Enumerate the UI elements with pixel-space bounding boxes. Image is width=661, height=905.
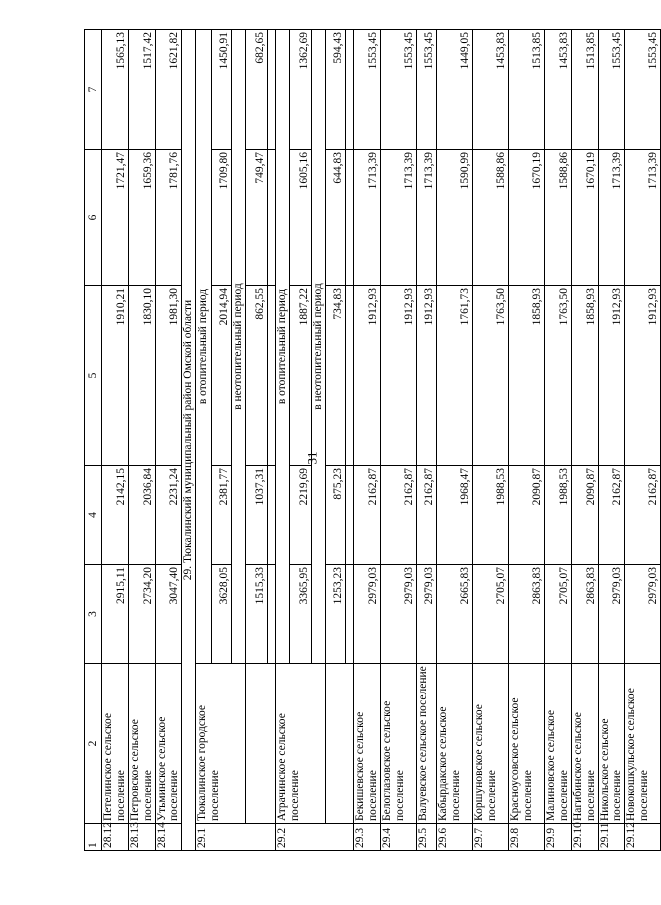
row-id: 28.12 (102, 824, 129, 851)
cell-value: 2162,87 (354, 466, 381, 565)
row-name: Кабырдакское сельское поселение (437, 664, 473, 824)
cell-value: 862,55 (246, 286, 268, 466)
cell-value: 1968,47 (437, 466, 473, 565)
table-row (102, 30, 129, 851)
cell-value: 2162,87 (598, 466, 625, 565)
col-header-4: 4 (85, 466, 102, 565)
row-id: 29.9 (545, 824, 572, 851)
row-id: 29.4 (381, 824, 417, 851)
cell-value: 2665,83 (437, 565, 473, 664)
row-id: 28.14 (155, 824, 182, 851)
row-id: 29.11 (598, 824, 625, 851)
period-label-heating: в отопительный период (276, 30, 290, 664)
cell-value: 1912,93 (381, 286, 417, 466)
cell-value: 1858,93 (571, 286, 598, 466)
table-row (598, 30, 625, 851)
cell-value: 1588,86 (545, 150, 572, 286)
row-id: 29.3 (354, 824, 381, 851)
cell-value: 1721,47 (102, 150, 129, 286)
cell-value: 1858,93 (509, 286, 545, 466)
table-row (354, 30, 381, 851)
cell-value: 1605,16 (290, 150, 312, 286)
cell-value: 1670,19 (509, 150, 545, 286)
cell-value: 875,23 (326, 466, 346, 565)
table-row (128, 30, 155, 851)
cell-value: 1453,83 (473, 30, 509, 150)
row-id: 28.13 (128, 824, 155, 851)
row-name: Новокошкульское сельское поселение (625, 664, 661, 824)
col-header-7: 7 (85, 30, 102, 150)
cell-value: 3047,40 (155, 565, 182, 664)
col-header-3: 3 (85, 565, 102, 664)
period-label-heating: в отопительный период (196, 30, 212, 664)
row-name: Белоглазовское сельское поселение (381, 664, 417, 824)
cell-value: 2915,11 (102, 565, 129, 664)
cell-value: 1037,31 (246, 466, 268, 565)
section-row (182, 30, 196, 851)
cell-value: 2979,03 (598, 565, 625, 664)
cell-value: 3365,95 (290, 565, 312, 664)
cell-value: 1912,93 (625, 286, 661, 466)
col-header-6: 6 (85, 150, 102, 286)
cell-value: 1713,39 (417, 150, 437, 286)
row-name: Никольское сельское поселение (598, 664, 625, 824)
table-row (326, 30, 346, 851)
cell-value: 1565,13 (102, 30, 129, 150)
cell-value: 2979,03 (417, 565, 437, 664)
period-row (196, 30, 212, 851)
row-id: 29.2 (276, 824, 354, 851)
row-id: 29.7 (473, 824, 509, 851)
cell-value: 1910,21 (102, 286, 129, 466)
cell-value: 644,83 (326, 150, 346, 286)
cell-value: 2979,03 (625, 565, 661, 664)
cell-value: 1553,45 (381, 30, 417, 150)
cell-value: 1670,19 (571, 150, 598, 286)
cell-value: 1253,23 (326, 565, 346, 664)
cell-value: 1362,69 (290, 30, 312, 150)
row-id: 29.5 (417, 824, 437, 851)
cell-value: 1988,53 (473, 466, 509, 565)
row-name: Петровское сельское поселение (128, 664, 155, 824)
table-row (155, 30, 182, 851)
cell-value: 2090,87 (509, 466, 545, 565)
spacer-row (346, 30, 354, 851)
cell-value: 1450,91 (212, 30, 232, 150)
cell-value: 1761,73 (437, 286, 473, 466)
row-name: Коршуновское сельское поселение (473, 664, 509, 824)
table-row (246, 30, 268, 851)
period-label-nonheating: в неотопительный период (312, 30, 326, 664)
table-row (381, 30, 417, 851)
cell-value: 2036,84 (128, 466, 155, 565)
cell-value: 1449,05 (437, 30, 473, 150)
row-name: Атрачинское сельское поселение (276, 664, 326, 824)
cell-value: 2734,20 (128, 565, 155, 664)
cell-value: 1553,45 (625, 30, 661, 150)
cell-value: 1912,93 (598, 286, 625, 466)
rotated-table-container (84, 30, 660, 851)
header-row (85, 30, 102, 851)
row-name: Петелинское сельское поселение (102, 664, 129, 824)
cell-value: 1912,93 (354, 286, 381, 466)
cell-value: 1590,99 (437, 150, 473, 286)
row-id: 29.1 (196, 824, 276, 851)
cell-value: 2142,15 (102, 466, 129, 565)
table-row (417, 30, 437, 851)
blank-cell (326, 664, 346, 824)
cell-value: 1588,86 (473, 150, 509, 286)
cell-value: 1981,30 (155, 286, 182, 466)
row-id: 29.6 (437, 824, 473, 851)
col-header-2: 2 (85, 664, 102, 824)
row-name: Малиновское сельское поселение (545, 664, 572, 824)
row-name: Красноусовское сельское поселение (509, 664, 545, 824)
cell-value: 1713,39 (625, 150, 661, 286)
cell-value: 2014,94 (212, 286, 232, 466)
cell-value: 2705,07 (473, 565, 509, 664)
cell-value: 1517,42 (128, 30, 155, 150)
cell-value: 2162,87 (625, 466, 661, 565)
row-name: Валуевское сельское поселение (417, 664, 437, 824)
cell-value: 2219,69 (290, 466, 312, 565)
cell-value: 1763,50 (545, 286, 572, 466)
col-header-1: 1 (85, 824, 102, 851)
table-row (571, 30, 598, 851)
cell-value: 1513,85 (509, 30, 545, 150)
cell-value: 1988,53 (545, 466, 572, 565)
cell-value: 1659,36 (128, 150, 155, 286)
period-label-nonheating: в неотопительный период (232, 30, 246, 664)
table-row (509, 30, 545, 851)
cell-value: 594,43 (326, 30, 346, 150)
cell-value: 1709,80 (212, 150, 232, 286)
cell-value: 2979,03 (354, 565, 381, 664)
cell-value: 2090,87 (571, 466, 598, 565)
col-header-5: 5 (85, 286, 102, 466)
cell-value: 1553,45 (598, 30, 625, 150)
table-row (437, 30, 473, 851)
period-row (276, 30, 290, 851)
cell-value: 2162,87 (381, 466, 417, 565)
cell-value: 682,65 (246, 30, 268, 150)
spacer-row (268, 30, 276, 851)
cell-value: 1713,39 (354, 150, 381, 286)
table-row (545, 30, 572, 851)
page-number: 31 (304, 451, 320, 465)
row-name: Бекишевское сельское поселение (354, 664, 381, 824)
cell-value: 2863,83 (509, 565, 545, 664)
table-row (625, 30, 661, 851)
cell-value: 1553,45 (417, 30, 437, 150)
row-id: 29.8 (509, 824, 545, 851)
blank-cell (246, 664, 268, 824)
cell-value: 1887,22 (290, 286, 312, 466)
section-title: 29. Тюкалинский муниципальный район Омской области (182, 30, 196, 851)
cell-value: 1621,82 (155, 30, 182, 150)
row-name: Нагибинское сельское поселение (571, 664, 598, 824)
cell-value: 1513,85 (571, 30, 598, 150)
cell-value: 749,47 (246, 150, 268, 286)
cell-value: 1830,10 (128, 286, 155, 466)
row-id: 29.10 (571, 824, 598, 851)
cell-value: 2979,03 (381, 565, 417, 664)
cell-value: 1515,33 (246, 565, 268, 664)
cell-value: 734,83 (326, 286, 346, 466)
cell-value: 1781,76 (155, 150, 182, 286)
cell-value: 2231,24 (155, 466, 182, 565)
cell-value: 1453,83 (545, 30, 572, 150)
tariff-table (84, 29, 661, 851)
cell-value: 2381,77 (212, 466, 232, 565)
row-id: 29.12 (625, 824, 661, 851)
cell-value: 3628,05 (212, 565, 232, 664)
cell-value: 2863,83 (571, 565, 598, 664)
row-name: Утьминское сельское поселение (155, 664, 182, 824)
cell-value: 1763,50 (473, 286, 509, 466)
cell-value: 2162,87 (417, 466, 437, 565)
cell-value: 1912,93 (417, 286, 437, 466)
cell-value: 1553,45 (354, 30, 381, 150)
cell-value: 1713,39 (598, 150, 625, 286)
cell-value: 1713,39 (381, 150, 417, 286)
cell-value: 2705,07 (545, 565, 572, 664)
table-row (473, 30, 509, 851)
row-name: Тюкалинское городское поселение (196, 664, 246, 824)
